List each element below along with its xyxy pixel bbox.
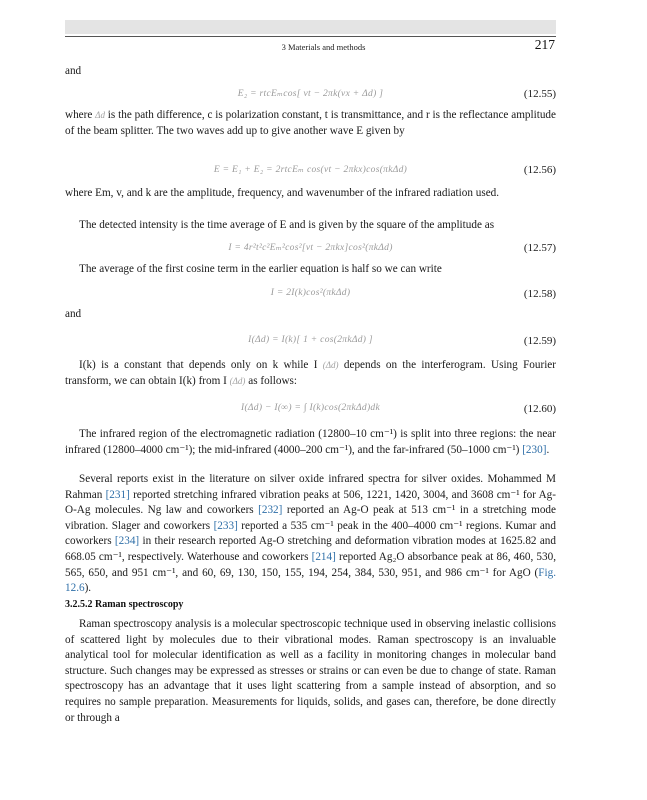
running-title: 3 Materials and methods [281, 42, 366, 52]
text-fragment: where [65, 109, 96, 121]
text-fragment: reported a 535 cm⁻¹ peak in the 400–4000 cm⁻¹ regions. Kumar and coworkers [65, 519, 556, 548]
equation-12-57 [65, 241, 556, 259]
citation-link[interactable]: [234] [114, 535, 140, 548]
header-bar [65, 20, 556, 34]
section-heading: 3.2.5.2 Raman spectroscopy [65, 599, 184, 610]
citation-link[interactable]: [233] [213, 519, 238, 532]
equation-12-59 [65, 334, 556, 352]
equation-12-55 [65, 87, 556, 105]
paragraph-raman: Raman spectroscopy analysis is a molecular spectroscopic technique used in observing inelastic collisions of scattered light by molecules due to their vibrational modes. Raman spectroscopy is an invaluable analytical tool for molecular identification as well as a facility in monitoring changes in molecular band structure. Such changes may be expressed as stresses or strains or can even be due to change of state. Raman spectroscopy has an advantage that it uses light scattering from a sample instead of absorption, and so requires no sample preparation. Measurements for liquids, solids, and gases can, therefore, be done directly or through a [65, 618, 556, 724]
paragraph-detected-intensity: The detected intensity is the time average of E and is given by the square of the amplitude as [79, 219, 495, 231]
inline-math-delta-d: Δd [95, 110, 105, 120]
equation-expression: I = 2I(k)cos²(πkΔd) [270, 288, 351, 298]
equation-number: (12.59) [523, 335, 556, 347]
paragraph-and-2: and [65, 308, 82, 320]
text-fragment: reported an Ag-O peak at 513 cm⁻¹ in a stretching mode vibration. Slager and coworkers [65, 504, 556, 532]
paragraph-where-2: where Em, v, and k are the amplitude, frequency, and wavenumber of the infrared radiation used. [65, 187, 500, 199]
page-number: 217 [534, 37, 555, 52]
text-fragment: . [546, 443, 550, 456]
text-fragment: reported stretching infrared vibration peaks at 506, 1221, 1420, 3004, and 3608 cm⁻¹ for Ag-O-Ag molecules. Ng law and coworkers [65, 488, 556, 517]
paragraph-where-1 [65, 108, 556, 139]
citation-link[interactable]: [230] [522, 443, 547, 456]
paragraph-average: The average of the first cosine term in the earlier equation is half so we can write [79, 263, 442, 275]
equation-12-56 [65, 163, 556, 181]
paragraph-ik [65, 358, 556, 389]
paragraph-and-1: and [65, 65, 82, 77]
equation-expression: E = E₁ + E₂ = 2rtcEₘ cos(vt − 2πkx)cos(πkΔd) [213, 165, 408, 175]
equation-number: (12.57) [523, 242, 556, 254]
figure-link[interactable]: Fig. 12.6 [65, 566, 556, 595]
equation-number: (12.56) [523, 164, 556, 176]
equation-number: (12.60) [523, 403, 556, 415]
paragraph-infrared-regions [65, 427, 556, 458]
text-fragment: as follows: [245, 374, 298, 387]
equation-expression: I(Δd) − I(∞) = ∫ I(k)cos(2πkΔd)dk [241, 403, 380, 413]
text-fragment: is the path difference, c is polarization constant, t is transmittance, and r is the reflectance amplitude of the beam splitter. The two waves add up to give another wave E given by [65, 109, 556, 137]
text-fragment: Several reports exist in the literature on silver oxide infrared spectra for silver oxides. Mohammed M Rahman [65, 473, 556, 501]
paragraph-silver-oxide-reports [65, 472, 556, 597]
equation-expression: I(Δd) = I(k)[ 1 + cos(2πkΔd) ] [248, 335, 373, 345]
text-fragment: ). [84, 582, 92, 595]
text-fragment: The infrared region of the electromagnetic radiation (12800–10 cm⁻¹) is split into three regions: the near infrared (12800–4000 cm⁻¹); the mid-infrared (4000–200 cm⁻¹), and the far-infrared (50–1000 cm⁻¹) [65, 428, 556, 456]
equation-expression: I = 4r²t²c²Eₘ²cos²[vt − 2πkx]cos²(πkΔd) [228, 243, 393, 253]
equation-expression: E₂ = rtcEₘcos[ vt − 2πk(vx + Δd) ] [237, 89, 384, 99]
equation-12-58 [65, 287, 556, 305]
citation-link[interactable]: [231] [105, 488, 130, 501]
text-fragment: depends on the interferogram. Using Fourier transform, we can obtain I(k) from I [65, 359, 556, 387]
citation-link[interactable]: [214] [311, 550, 336, 563]
citation-link[interactable]: [232] [258, 504, 283, 517]
text-fragment: in their research reported Ag-O stretching and deformation vibration modes at 1625.82 and 668.05 cm⁻¹, respectively. Waterhouse and coworkers [65, 535, 556, 563]
text-fragment: reported Ag₂O absorbance peak at 86, 460, 530, 565, 650, and 951 cm⁻¹, and 60, 69, 130, 150, 155, 194, 254, 384, 530, 951, and 986 cm⁻¹ for AgO ( [65, 550, 556, 579]
equation-number: (12.58) [523, 288, 556, 300]
equation-number: (12.55) [523, 88, 556, 100]
header-rule [65, 36, 556, 37]
text-fragment: I(k) is a constant that depends only on k while I [79, 359, 323, 371]
equation-12-60 [65, 402, 556, 420]
inline-math-i-delta-d: (Δd) [229, 375, 246, 386]
inline-math-i-delta-d: (Δd) [322, 360, 339, 370]
